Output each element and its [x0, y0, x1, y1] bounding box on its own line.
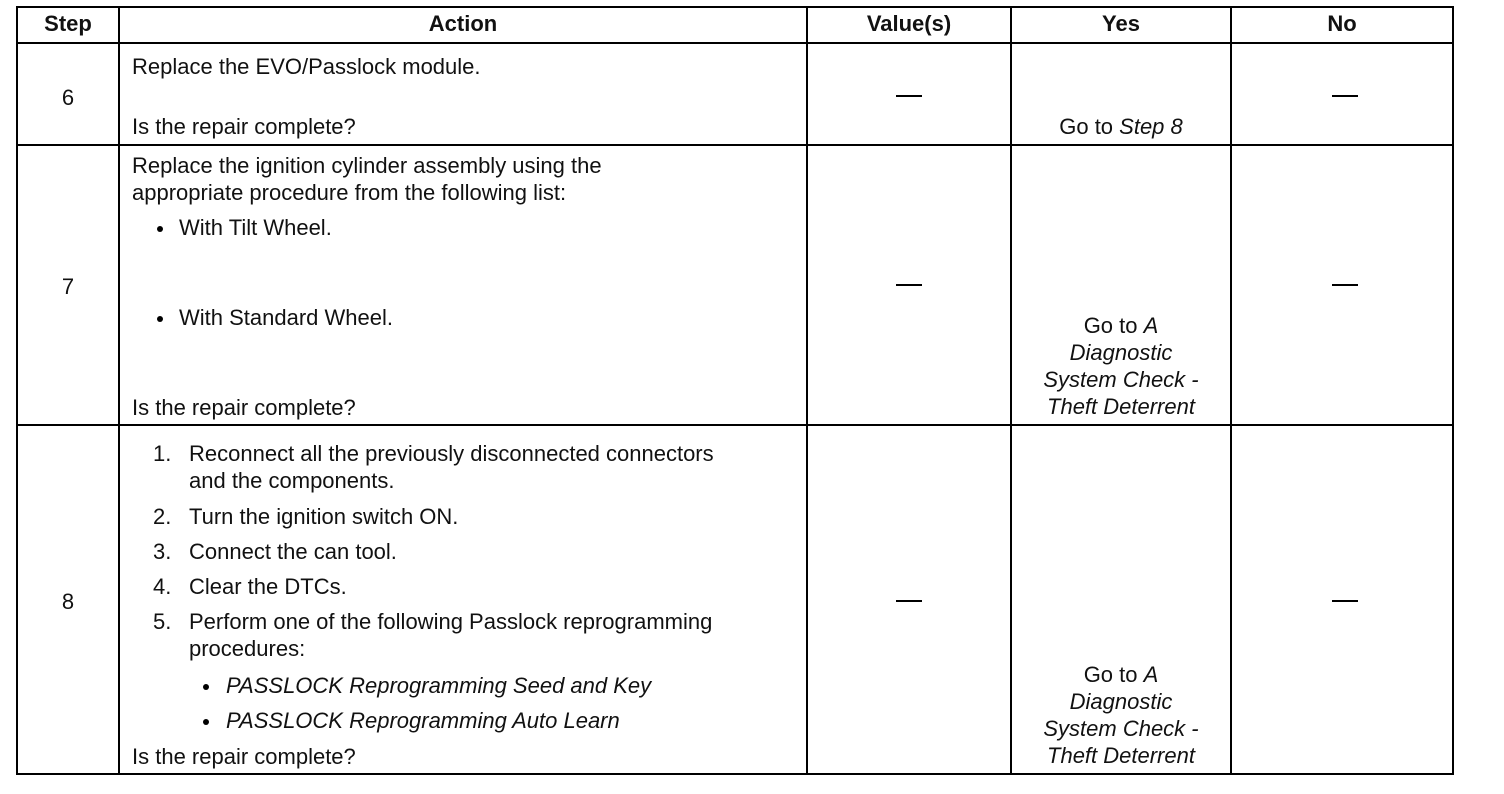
- row-divider: [16, 424, 1454, 426]
- header-no: No: [1327, 11, 1357, 36]
- action-text: Replace the EVO/Passlock module.: [132, 54, 481, 79]
- procedure-item: With Standard Wheel.: [179, 305, 393, 330]
- reprogramming-link[interactable]: PASSLOCK Reprogramming Seed and Key: [226, 673, 652, 698]
- row-divider: [16, 144, 1454, 146]
- row-divider: [16, 42, 1454, 44]
- repair-question: Is the repair complete?: [132, 395, 356, 420]
- list-item: Clear the DTCs.: [189, 574, 347, 599]
- repair-question: Is the repair complete?: [132, 114, 356, 139]
- bullet-icon: [157, 316, 163, 322]
- yes-action: Go to Step 8: [1059, 114, 1183, 139]
- list-item: and the components.: [189, 468, 395, 493]
- header-action: Action: [428, 11, 498, 36]
- diagnostic-link[interactable]: Diagnostic: [1069, 340, 1173, 365]
- list-item: procedures:: [189, 636, 306, 661]
- list-number: 3.: [153, 539, 172, 564]
- diagnostic-link[interactable]: A: [1143, 313, 1159, 338]
- diagnostic-link[interactable]: Diagnostic: [1069, 689, 1173, 714]
- diagnostic-link[interactable]: Theft Deterrent: [1047, 394, 1195, 419]
- list-item: Reconnect all the previously disconnected connectors: [189, 441, 714, 466]
- bullet-icon: [157, 226, 163, 232]
- list-number: 5.: [153, 609, 172, 634]
- column-divider: [118, 6, 120, 775]
- value-dash: [896, 95, 922, 97]
- action-text: appropriate procedure from the following list:: [132, 180, 567, 205]
- list-number: 2.: [153, 504, 172, 529]
- step-number: 6: [61, 85, 75, 110]
- no-dash: [1332, 95, 1358, 97]
- value-dash: [896, 284, 922, 286]
- value-dash: [896, 600, 922, 602]
- no-dash: [1332, 600, 1358, 602]
- diagnostic-link[interactable]: System Check -: [1043, 367, 1199, 392]
- header-yes: Yes: [1102, 11, 1140, 36]
- list-number: 1.: [153, 441, 172, 466]
- yes-action: Go to A: [1083, 662, 1159, 687]
- no-dash: [1332, 284, 1358, 286]
- procedure-item: With Tilt Wheel.: [179, 215, 332, 240]
- reprogramming-link[interactable]: PASSLOCK Reprogramming Auto Learn: [226, 708, 620, 733]
- header-step: Step: [44, 11, 92, 36]
- step-number: 8: [61, 589, 75, 614]
- diagnostic-link[interactable]: Theft Deterrent: [1047, 743, 1195, 768]
- action-text: Replace the ignition cylinder assembly using the: [132, 153, 602, 178]
- column-divider: [1230, 6, 1232, 775]
- list-number: 4.: [153, 574, 172, 599]
- diagnostic-link[interactable]: System Check -: [1043, 716, 1199, 741]
- repair-question: Is the repair complete?: [132, 744, 356, 769]
- step-number: 7: [61, 274, 75, 299]
- column-divider: [806, 6, 808, 775]
- header-values: Value(s): [866, 11, 952, 36]
- yes-action: Go to A: [1083, 313, 1159, 338]
- list-item: Turn the ignition switch ON.: [189, 504, 459, 529]
- bullet-icon: [203, 719, 209, 725]
- step-link[interactable]: Step 8: [1119, 114, 1183, 139]
- list-item: Connect the can tool.: [189, 539, 397, 564]
- list-item: Perform one of the following Passlock reprogramming: [189, 609, 713, 634]
- diagnostic-link[interactable]: A: [1143, 662, 1159, 687]
- bullet-icon: [203, 684, 209, 690]
